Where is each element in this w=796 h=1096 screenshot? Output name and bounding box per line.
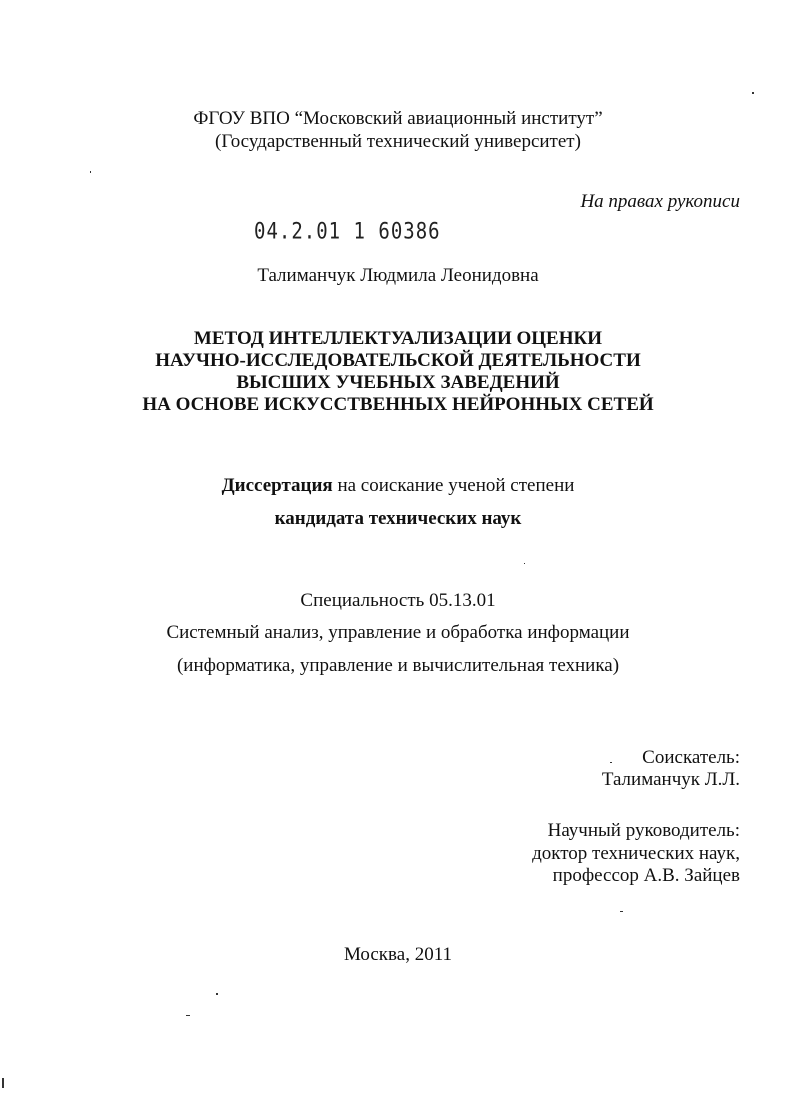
title-line-1: МЕТОД ИНТЕЛЛЕКТУАЛИЗАЦИИ ОЦЕНКИ [193, 328, 603, 349]
title-line-2: НАУЧНО-ИССЛЕДОВАТЕЛЬСКОЙ ДЕЯТЕЛЬНОСТИ [155, 350, 641, 371]
specialty-code: Специальность 05.13.01 [300, 590, 496, 611]
scan-speck [90, 171, 91, 173]
degree-line-2: кандидата технических наук [274, 508, 522, 529]
degree-label: Диссертация [221, 475, 333, 496]
scan-speck [620, 911, 623, 912]
scan-speck [216, 993, 218, 995]
applicant-name: Талиманчук Л.Л. [601, 769, 740, 790]
scan-edge-mark [2, 1078, 4, 1088]
institution-line-2: (Государственный технический университет) [215, 131, 581, 152]
supervisor-title: профессор А.В. Зайцев [552, 865, 740, 886]
scan-speck [610, 762, 612, 763]
scan-speck [186, 1015, 190, 1016]
rights-note: На правах рукописи [580, 191, 740, 212]
degree-line-1 [0, 475, 796, 497]
degree-label-rest: на соискание ученой степени [332, 475, 575, 496]
scan-speck [524, 563, 525, 564]
supervisor-degree: доктор технических наук, [532, 843, 740, 864]
title-line-3: ВЫСШИХ УЧЕБНЫХ ЗАВЕДЕНИЙ [236, 372, 560, 393]
title-line-4: НА ОСНОВЕ ИСКУССТВЕННЫХ НЕЙРОННЫХ СЕТЕЙ [142, 394, 654, 415]
scan-speck [752, 92, 754, 94]
supervisor-label: Научный руководитель: [547, 820, 740, 841]
author-name: Талиманчук Людмила Леонидовна [257, 265, 539, 286]
city-year: Москва, 2011 [343, 944, 452, 965]
applicant-label: Соискатель: [642, 747, 740, 768]
specialty-name: Системный анализ, управление и обработка информации [166, 622, 630, 643]
registration-stamp: 04.2.01 1 60386 [254, 219, 441, 245]
institution-line-1: ФГОУ ВПО “Московский авиационный институт” [193, 108, 603, 129]
specialty-field: (информатика, управление и вычислительная техника) [176, 655, 620, 676]
